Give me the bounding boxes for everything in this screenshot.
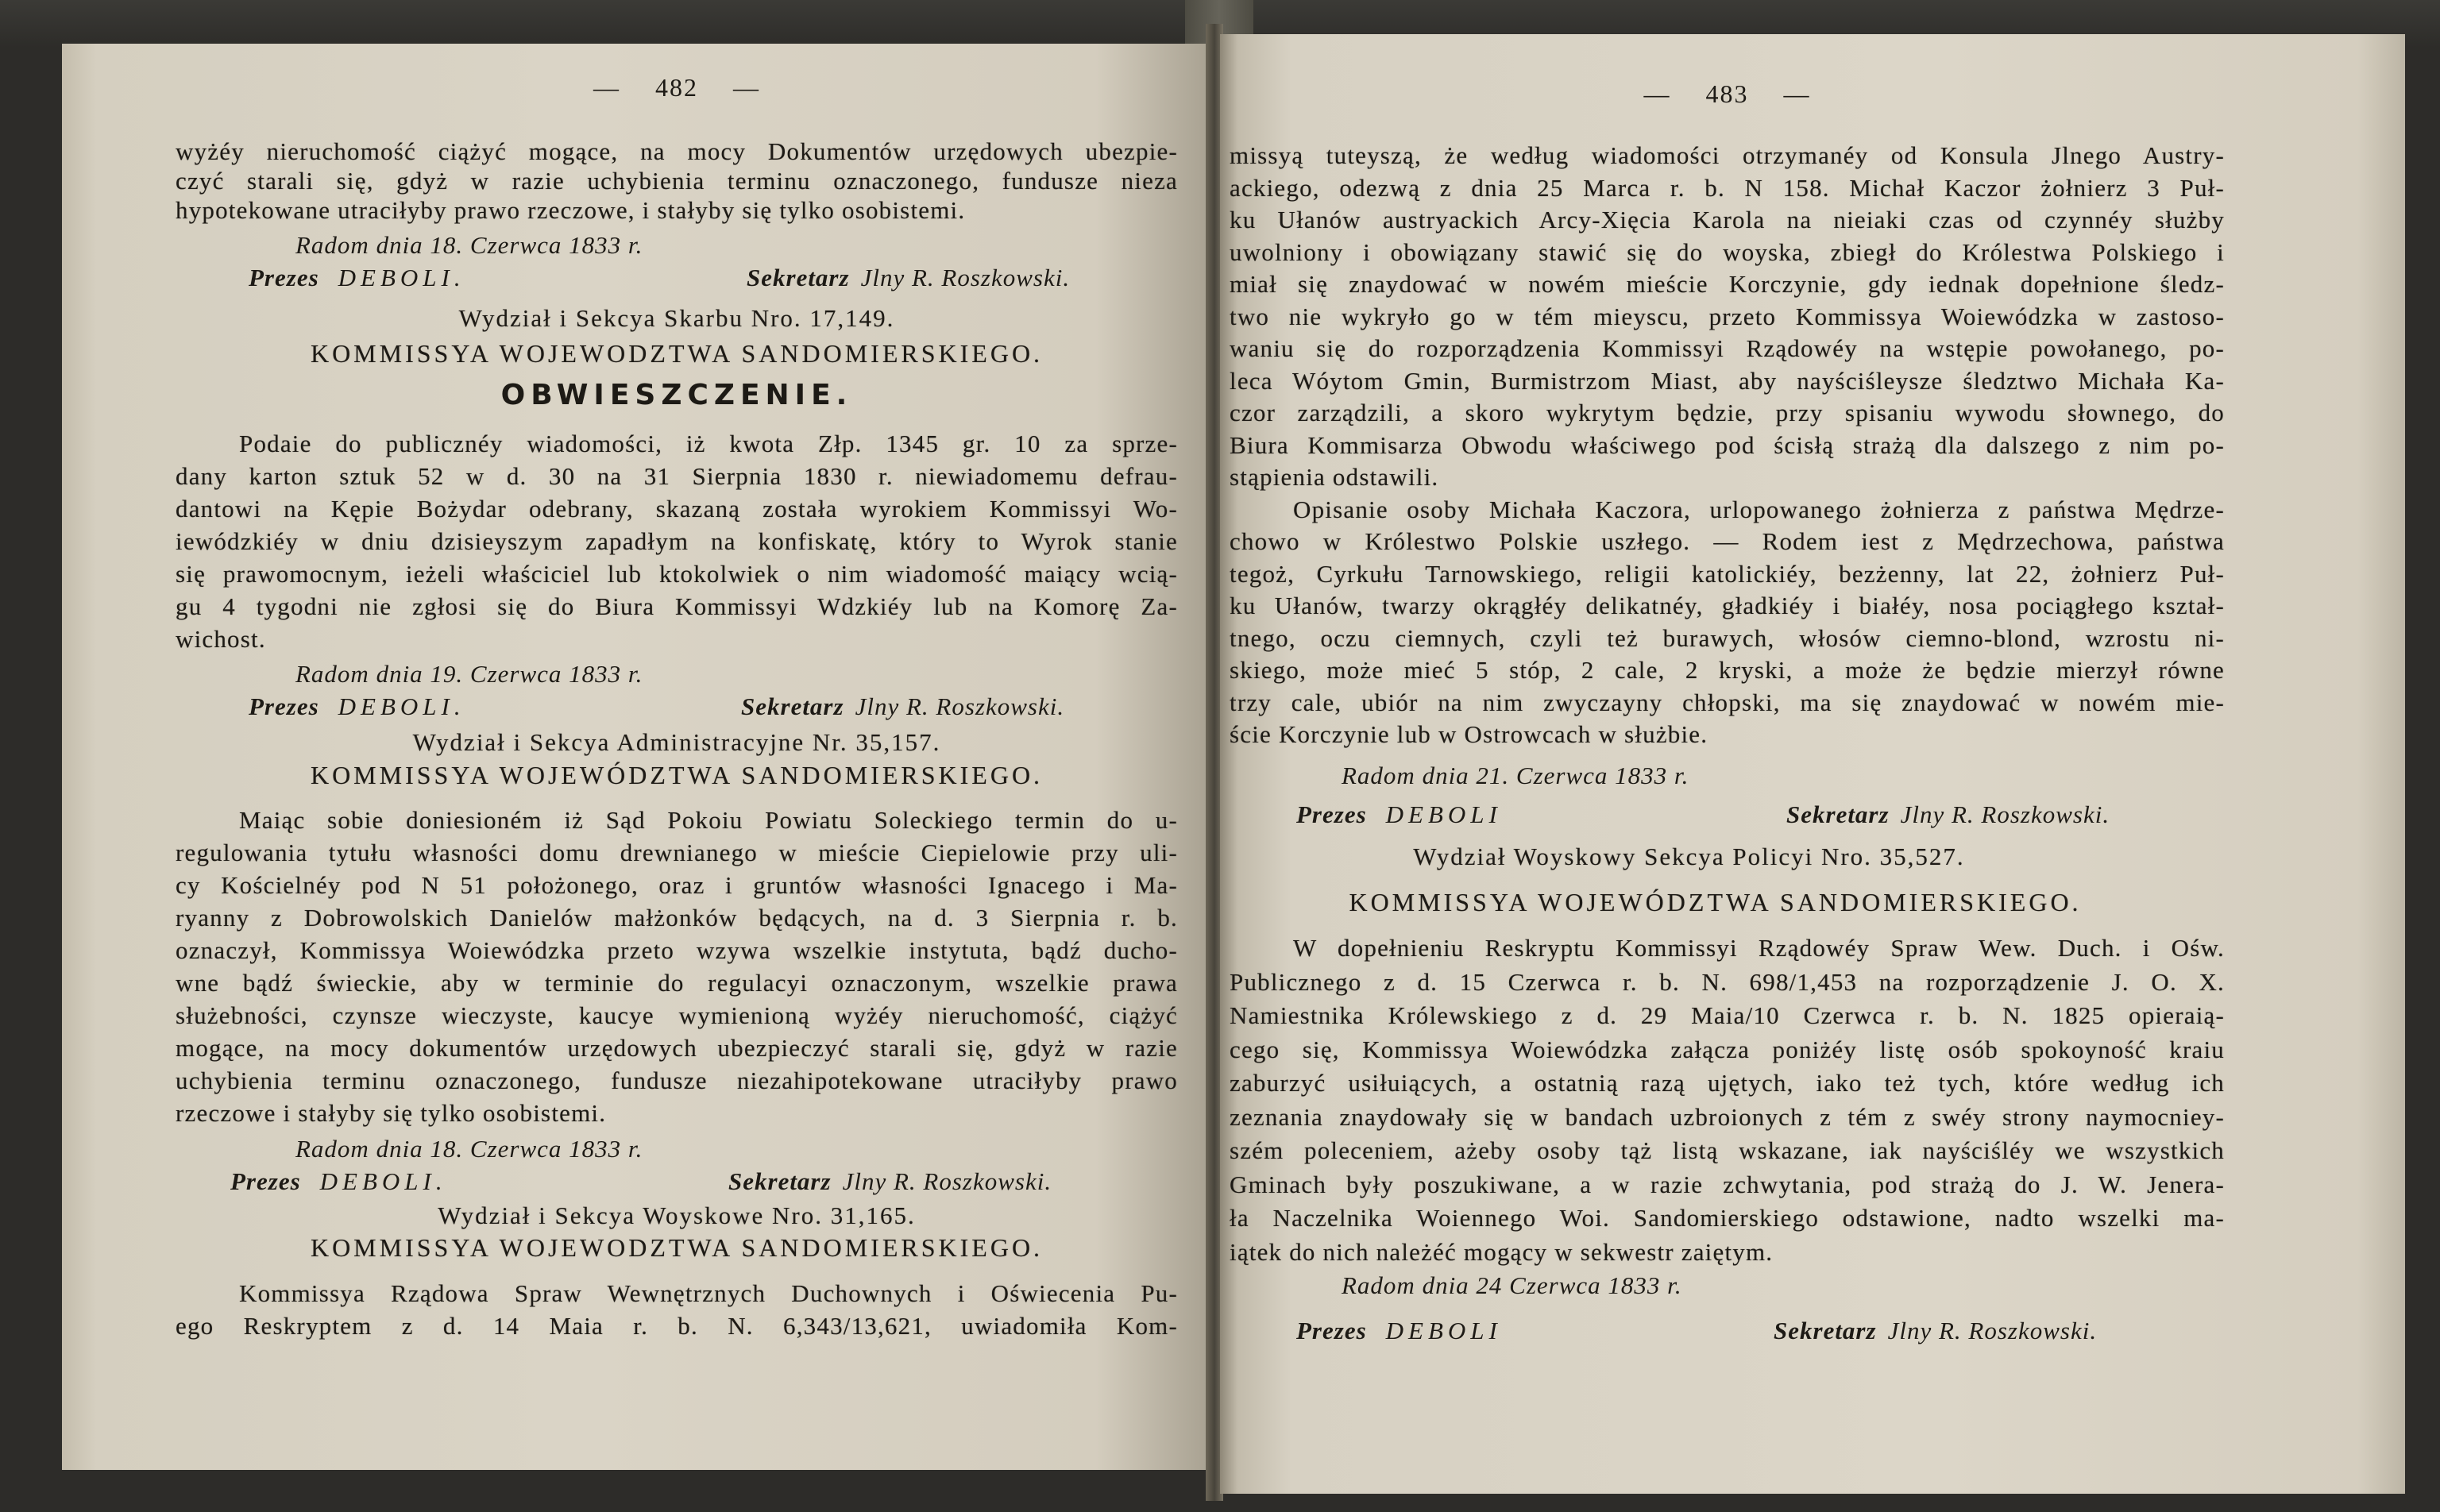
text-line: mogące, na mocy dokumentów urzędowych ubezpieczyć starali się, gdyż w razie	[176, 1034, 1178, 1062]
notice-body	[1230, 932, 2225, 1269]
text-line: trzy cale, ubiór na nim zwyczayny chłopski, ma się znaydować w nowém mie-	[1230, 688, 2225, 716]
text-line: zaburzyć usiłuiących, a ostatnią razą ujętych, iako też tych, które według ich	[1230, 1069, 2225, 1097]
text-line: Podaie do publicznéy wiadomości, iż kwota Złp. 1345 gr. 10 za sprze-	[239, 430, 1178, 457]
department-heading: Wydział i Sekcya Woyskowe Nro. 31,165.	[438, 1202, 916, 1229]
notice-body	[176, 427, 1178, 655]
text-line: missyą tuteyszą, że według wiadomości otrzymanéy od Konsula Jlnego Austry-	[1230, 141, 2225, 169]
department-heading: Wydział Woyskowy Sekcya Policyi Nro. 35,527.	[1413, 843, 1965, 870]
page-number: — 482 —	[593, 73, 760, 102]
secretary-name: Jlny R. Roszkowski.	[860, 264, 1071, 291]
text-line: leca Wóytom Gmin, Burmistrzom Miast, aby nayściśleysze śledztwo Michała Ka-	[1230, 366, 2225, 395]
signature-line	[1230, 798, 2225, 831]
notice-date: Radom dnia 18. Czerwca 1833 r.	[295, 1135, 643, 1163]
secretary-name: Jlny R. Roszkowski.	[855, 692, 1065, 720]
president-signature	[230, 1165, 447, 1198]
text-line: ryanny z Dobrowolskich Danielów małżonków będących, na d. 3 Sierpnia r. b.	[176, 904, 1178, 932]
secretary-label: Sekretarz	[1786, 800, 1890, 828]
secretary-label: Sekretarz	[1774, 1317, 1877, 1344]
authority-heading: KOMMISSYA WOJEWÓDZTWA SANDOMIERSKIEGO.	[310, 761, 1044, 789]
department-heading: Wydział i Sekcya Skarbu Nro. 17,149.	[458, 304, 895, 332]
text-line: cy Kościelnéy pod N 51 położonego, oraz i gruntów własności Ignacego i Ma-	[176, 871, 1178, 899]
president-label: Prezes	[230, 1167, 301, 1195]
secretary-signature	[1774, 1314, 2097, 1347]
text-line: cego się, Kommissya Woiewódzka załącza poniżéy listę osób spokoyność kraiu	[1230, 1035, 2225, 1063]
secretary-name: Jlny R. Roszkowski.	[842, 1167, 1052, 1195]
text-line: stąpienia odstawili.	[1230, 463, 1439, 491]
text-line: Maiąc sobie doniesioném iż Sąd Pokoiu Powiatu Soleckiego termin do u-	[239, 806, 1178, 834]
president-signature	[249, 690, 465, 723]
text-line: iątek do nich należéć mogący w sekwestr zaiętym.	[1230, 1237, 1774, 1266]
authority-heading: KOMMISSYA WOJEWODZTWA SANDOMIERSKIEGO.	[310, 339, 1044, 368]
secretary-label: Sekretarz	[728, 1167, 832, 1195]
text-line: ście Korczynie lub w Ostrowcach w służbie.	[1230, 720, 1708, 748]
right-text-column	[1230, 78, 2225, 1347]
secretary-signature	[728, 1165, 1052, 1198]
text-line: two nie wykryło go w tém mieyscu, przeto Kommissya Woiewódzka w zastoso-	[1230, 302, 2225, 330]
department-heading: Wydział i Sekcya Administracyjne Nr. 35,157.	[412, 728, 941, 756]
text-line: rzeczowe i stałyby się tylko osobistemi.	[176, 1099, 607, 1127]
person-description	[1230, 494, 2225, 751]
notice-body	[176, 1277, 1178, 1342]
text-line: miał się znaydować w nowém mieście Korczynie, gdy iednak dopełnione śledz-	[1230, 270, 2225, 298]
text-line: czyć starali się, gdyż w razie uchybienia terminu oznaczonego, fundusze nieza	[176, 167, 1178, 195]
text-line: waniu się do rozporządzenia Kommissyi Rządowéy na wstępie powołanego, po-	[1230, 334, 2225, 362]
text-line: dany karton sztuk 52 w d. 30 na 31 Sierpnia 1830 r. niewiadomemu defrau-	[176, 462, 1178, 490]
notice-date: Radom dnia 18. Czerwca 1833 r.	[295, 231, 643, 259]
president-signature	[249, 261, 465, 294]
president-name: DEBOLI.	[338, 264, 465, 291]
notice-date: Radom dnia 21. Czerwca 1833 r.	[1342, 762, 1689, 789]
text-line: Gminach były poszukiwane, a w razie zchwytania, pod strażą do J. W. Jenera-	[1230, 1170, 2225, 1198]
authority-heading: KOMMISSYA WOJEWÓDZTWA SANDOMIERSKIEGO.	[1349, 888, 2082, 916]
secretary-label: Sekretarz	[741, 692, 844, 720]
president-signature	[1296, 798, 1502, 831]
secretary-name: Jlny R. Roszkowski.	[1900, 800, 2110, 828]
text-line: oznaczył, Kommissya Woiewódzka przeto wzywa wszelkie instytuta, bądź ducho-	[176, 936, 1178, 964]
text-line: gu 4 tygodni nie zgłosi się do Biura Kommissyi Wdzkiéy lub na Komorę Za-	[176, 592, 1178, 620]
text-line: W dopełnieniu Reskryptu Kommissyi Rządowéy Spraw Wew. Duch. i Ośw.	[1293, 934, 2225, 962]
secretary-signature	[741, 690, 1064, 723]
text-line: ku Ułanów austryackich Arcy-Xięcia Karola na nieiaki czas od czynnéy służby	[1230, 206, 2225, 233]
text-line: Opisanie osoby Michała Kaczora, urlopowanego żołnierza z państwa Mędrze-	[1293, 495, 2225, 523]
text-line: tegoż, Cyrkułu Tarnowskiego, religii katolickiéy, bezżenny, lat 22, żołnierz Puł-	[1230, 559, 2225, 588]
president-name: DEBOLI.	[338, 692, 465, 720]
text-line: Namiestnika Królewskiego z d. 29 Maia/10 Czerwca r. b. N. 1825 opieraią-	[1230, 1001, 2225, 1029]
text-line: uwolniony i obowiązany stawić się do woyska, zbiegł do Królestwa Polskiego i	[1230, 237, 2225, 266]
text-line: dantowi na Kępie Bożydar odebrany, skazaną została wyrokiem Kommissyi Wo-	[176, 495, 1178, 523]
continued-paragraph	[176, 137, 1178, 225]
text-line: ku Ułanów, twarzy okrągłéy delikatnéy, gładkiéy i białéy, nosa pociągłego kształ-	[1230, 592, 2225, 619]
text-line: Kommissya Rządowa Spraw Wewnętrznych Duchownych i Oświecenia Pu-	[239, 1279, 1178, 1307]
notice-title: OBWIESZCZENIE.	[500, 379, 853, 411]
text-line: Publicznego z d. 15 Czerwca r. b. N. 698/1,453 na rozporządzenie J. O. X.	[1230, 967, 2225, 996]
president-signature	[1296, 1314, 1502, 1347]
signature-line	[176, 261, 1178, 294]
notice-date: Radom dnia 19. Czerwca 1833 r.	[295, 660, 643, 688]
secretary-signature	[747, 261, 1070, 294]
notice-date: Radom dnia 24 Czerwca 1833 r.	[1342, 1271, 1682, 1299]
text-line: wichost.	[176, 625, 266, 653]
text-line: szém poleceniem, ażeby osoby tąż listą wskazane, iak nayściśléy we wszystkich	[1230, 1136, 2225, 1164]
text-line: tnego, oczu ciemnych, czyli też burawych, włosów ciemno-blond, wzrostu ni-	[1230, 623, 2225, 652]
secretary-name: Jlny R. Roszkowski.	[1887, 1317, 2098, 1344]
right-page	[1220, 34, 2405, 1494]
text-line: służebności, czynsze wieczyste, kaucye wymienioną wyżéy nieruchomość, ciążyć	[176, 1001, 1178, 1029]
text-line: ła Naczelnika Woiennego Woi. Sandomierskiego odstawione, nadto wszelki ma-	[1230, 1204, 2225, 1232]
secretary-signature	[1786, 798, 2110, 831]
text-line: wne bądź świeckie, aby w terminie do regulacyi oznaczonym, wszelkie prawa	[176, 969, 1178, 997]
president-name: DEBOLI	[1385, 800, 1502, 828]
page-number: — 483 —	[1643, 79, 1811, 108]
text-line: ego Reskryptem z d. 14 Maia r. b. N. 6,343/13,621, uwiadomiła Kom-	[176, 1312, 1178, 1340]
notice-body	[176, 804, 1178, 1129]
president-label: Prezes	[249, 692, 319, 720]
left-text-column	[176, 71, 1178, 1342]
text-line: wyżéy nieruchomość ciążyć mogące, na mocy Dokumentów urzędowych ubezpie-	[176, 137, 1178, 165]
text-line: regulowania tytułu własności domu drewnianego w mieście Ciepielowie przy uli-	[176, 839, 1178, 866]
text-line: chowo w Królestwo Polskie uszłego. — Rodem iest z Mędrzechowa, państwa	[1230, 527, 2225, 555]
text-line: czor zarządzili, a skoro wykrytym będzie, przy spisaniu wywodu słownego, do	[1230, 399, 2225, 426]
text-line: iewódzkiéy w dniu dzisieyszym zapadłym na konfiskatę, który to Wyrok stanie	[176, 527, 1178, 555]
text-line: uchybienia terminu oznaczonego, fundusze niezahipotekowane utraciłyby prawo	[176, 1066, 1178, 1094]
signature-line	[1230, 1314, 2225, 1347]
president-name: DEBOLI.	[319, 1167, 447, 1195]
text-line: skiego, może mieć 5 stóp, 2 cale, 2 kryski, a może że będzie mierzył równe	[1230, 656, 2225, 684]
text-line: zeznania znaydowały się w bandach uzbroionych z tém z swéy strony naymocniey-	[1230, 1102, 2225, 1131]
secretary-label: Sekretarz	[747, 264, 850, 291]
president-label: Prezes	[1296, 1317, 1367, 1344]
text-line: ackiego, odezwą z dnia 25 Marca r. b. N 158. Michał Kaczor żołnierz 3 Puł-	[1230, 173, 2225, 202]
continued-paragraph	[1230, 140, 2225, 494]
left-page	[62, 44, 1210, 1470]
president-label: Prezes	[1296, 800, 1367, 828]
text-line: hypotekowane utraciłyby prawo rzeczowe, i stałyby się tylko osobistemi.	[176, 196, 966, 224]
president-label: Prezes	[249, 264, 319, 291]
text-line: się prawomocnym, ieżeli właściciel lub ktokolwiek o nim wiadomość maiący wcią-	[176, 560, 1178, 588]
text-line: Biura Kommisarza Obwodu właściwego pod ścisłą strażą dla dalszego z nim po-	[1230, 430, 2225, 459]
president-name: DEBOLI	[1385, 1317, 1502, 1344]
signature-line	[176, 1165, 1178, 1198]
authority-heading: KOMMISSYA WOJEWODZTWA SANDOMIERSKIEGO.	[310, 1233, 1044, 1262]
signature-line	[176, 690, 1178, 723]
